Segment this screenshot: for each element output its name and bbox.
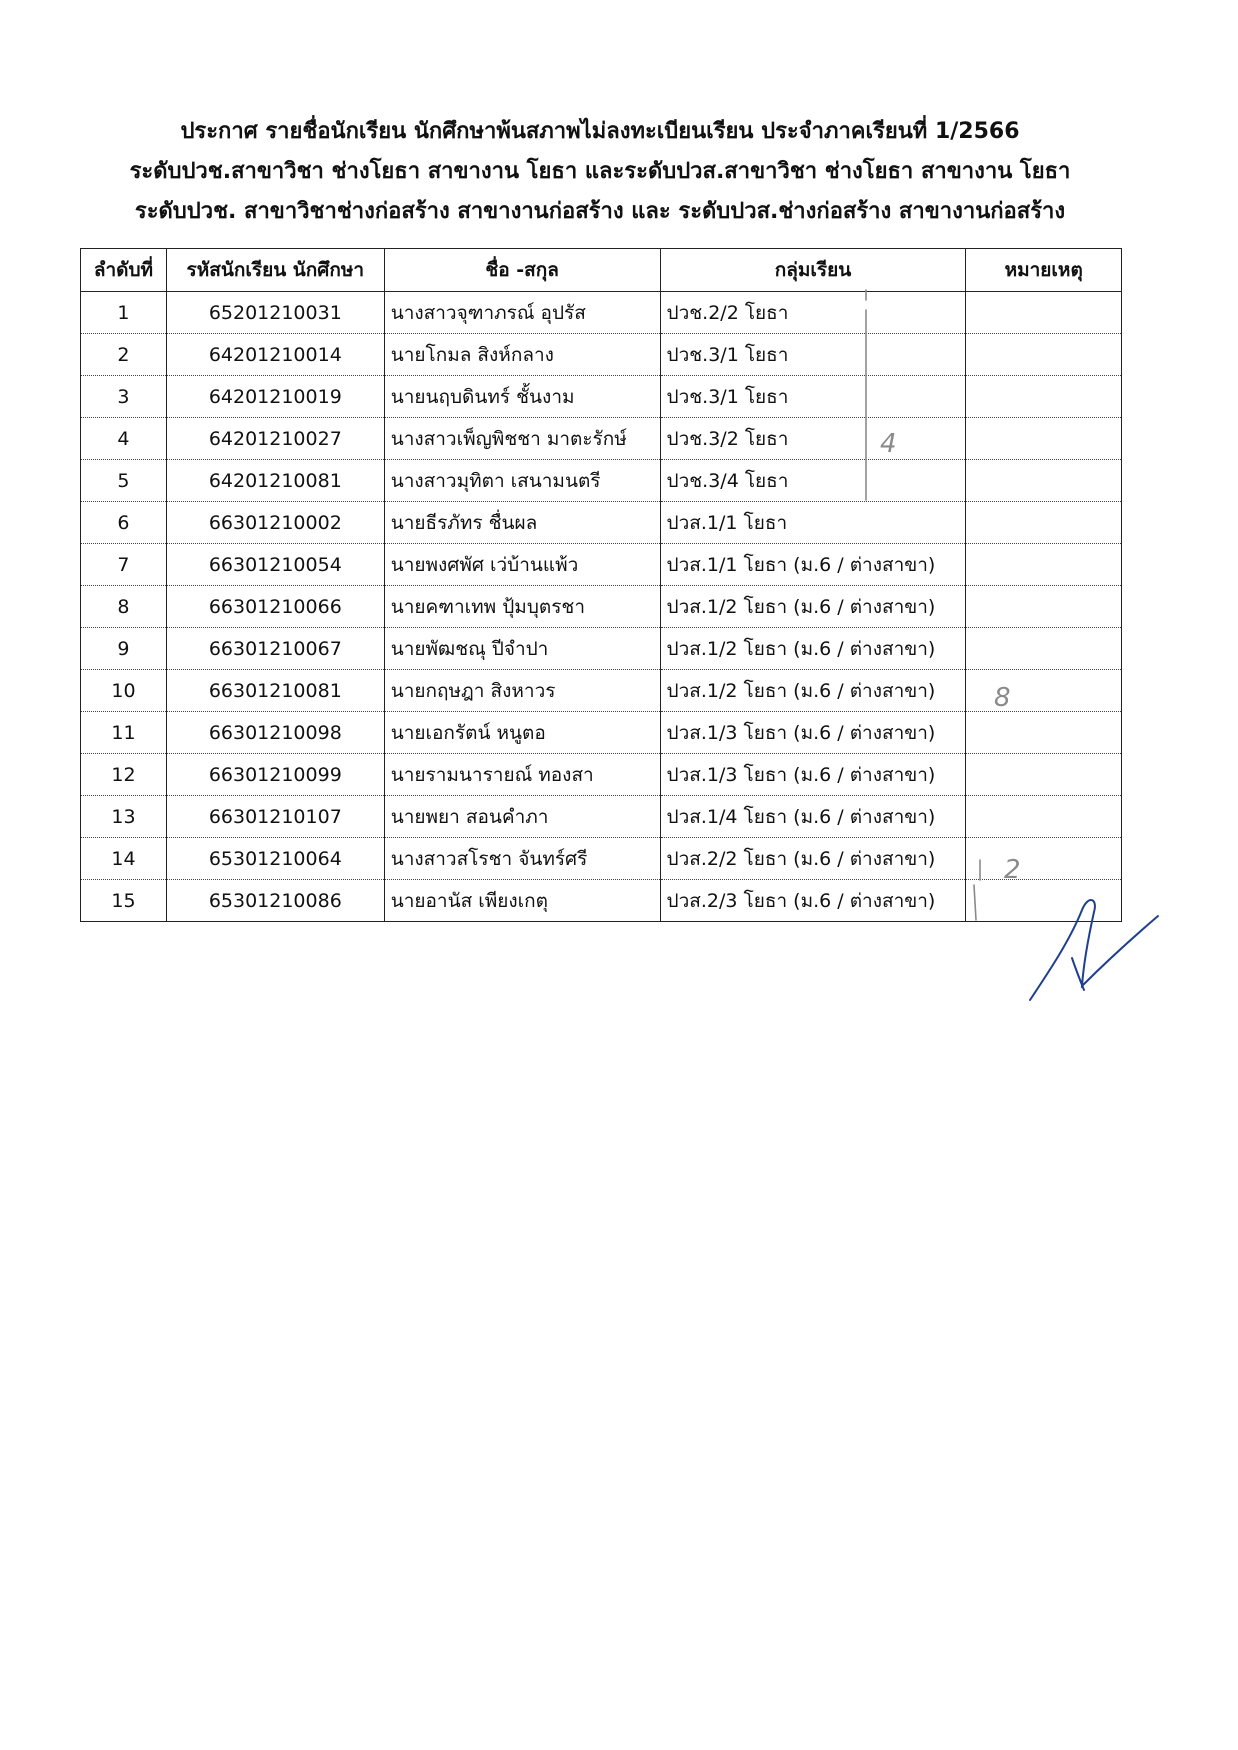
cell-name: นางสาวจุฑาภรณ์ อุปรัส [384, 292, 660, 334]
cell-name: นายนฤบดินทร์ ชั้นงาม [384, 376, 660, 418]
table-row [81, 292, 1122, 334]
cell-note [966, 376, 1122, 418]
cell-id: 66301210054 [166, 544, 384, 586]
cell-note [966, 418, 1122, 460]
cell-note [966, 838, 1122, 880]
cell-group: ปวส.1/2 โยธา (ม.6 / ต่างสาขา) [660, 628, 966, 670]
header-line-3: ระดับปวช. สาขาวิชาช่างก่อสร้าง สาขางานก่อสร้าง และ ระดับปวส.ช่างก่อสร้าง สาขางานก่อสร้าง [134, 199, 1066, 224]
cell-note [966, 544, 1122, 586]
cell-name: นายคฑาเทพ ปุ้มบุตรชา [384, 586, 660, 628]
cell-group: ปวช.3/1 โยธา [660, 334, 966, 376]
cell-id: 66301210002 [166, 502, 384, 544]
cell-name: นายพงศพัศ เว่บ้านแพ้ว [384, 544, 660, 586]
cell-name: นางสาวสโรชา จันทร์ศรี [384, 838, 660, 880]
cell-no: 10 [81, 670, 167, 712]
cell-group: ปวส.1/1 โยธา [660, 502, 966, 544]
cell-id: 66301210098 [166, 712, 384, 754]
cell-name: นายพยา สอนคำภา [384, 796, 660, 838]
cell-name: นายรามนารายณ์ ทองสา [384, 754, 660, 796]
table-row [81, 838, 1122, 880]
cell-note [966, 796, 1122, 838]
cell-no: 3 [81, 376, 167, 418]
cell-id: 66301210107 [166, 796, 384, 838]
cell-no: 15 [81, 880, 167, 922]
table-row [81, 544, 1122, 586]
cell-id: 66301210081 [166, 670, 384, 712]
cell-no: 14 [81, 838, 167, 880]
cell-id: 64201210081 [166, 460, 384, 502]
cell-group: ปวส.1/2 โยธา (ม.6 / ต่างสาขา) [660, 670, 966, 712]
col-header-note: หมายเหตุ [966, 249, 1122, 292]
table-row [81, 460, 1122, 502]
table-row [81, 880, 1122, 922]
cell-no: 11 [81, 712, 167, 754]
cell-note [966, 628, 1122, 670]
cell-id: 66301210066 [166, 586, 384, 628]
col-header-no: ลำดับที่ [81, 249, 167, 292]
table-row [81, 502, 1122, 544]
cell-name: นางสาวเพ็ญพิชชา มาตะรักษ์ [384, 418, 660, 460]
cell-id: 66301210099 [166, 754, 384, 796]
col-header-id: รหัสนักเรียน นักศึกษา [166, 249, 384, 292]
table-row [81, 670, 1122, 712]
cell-no: 13 [81, 796, 167, 838]
cell-id: 64201210014 [166, 334, 384, 376]
cell-no: 6 [81, 502, 167, 544]
table-row [81, 628, 1122, 670]
header-line-1: ประกาศ รายชื่อนักเรียน นักศึกษาพ้นสภาพไม่ลงทะเบียนเรียน ประจำภาคเรียนที่ 1/2566 [180, 119, 1020, 144]
cell-group: ปวส.1/3 โยธา (ม.6 / ต่างสาขา) [660, 754, 966, 796]
cell-note [966, 880, 1122, 922]
cell-group: ปวช.3/4 โยธา [660, 460, 966, 502]
table-header-row [81, 249, 1122, 292]
cell-id: 65301210064 [166, 838, 384, 880]
document-header [70, 112, 1130, 232]
cell-note [966, 460, 1122, 502]
cell-note [966, 334, 1122, 376]
cell-group: ปวส.1/2 โยธา (ม.6 / ต่างสาขา) [660, 586, 966, 628]
cell-name: นายอานัส เพียงเกตุ [384, 880, 660, 922]
cell-no: 7 [81, 544, 167, 586]
table-row [81, 418, 1122, 460]
cell-id: 66301210067 [166, 628, 384, 670]
cell-id: 64201210027 [166, 418, 384, 460]
student-table [80, 248, 1122, 922]
cell-no: 12 [81, 754, 167, 796]
cell-group: ปวส.1/1 โยธา (ม.6 / ต่างสาขา) [660, 544, 966, 586]
cell-group: ปวช.3/2 โยธา [660, 418, 966, 460]
cell-group: ปวส.1/3 โยธา (ม.6 / ต่างสาขา) [660, 712, 966, 754]
table-row [81, 586, 1122, 628]
cell-name: นายกฤษฎา สิงหาวร [384, 670, 660, 712]
cell-no: 9 [81, 628, 167, 670]
cell-note [966, 586, 1122, 628]
cell-id: 65301210086 [166, 880, 384, 922]
cell-no: 5 [81, 460, 167, 502]
cell-name: นางสาวมุทิตา เสนามนตรี [384, 460, 660, 502]
table-row [81, 796, 1122, 838]
cell-id: 64201210019 [166, 376, 384, 418]
cell-no: 2 [81, 334, 167, 376]
table-row [81, 712, 1122, 754]
table-row [81, 376, 1122, 418]
cell-note [966, 754, 1122, 796]
cell-name: นายธีรภัทร ชื่นผล [384, 502, 660, 544]
cell-note [966, 502, 1122, 544]
cell-no: 1 [81, 292, 167, 334]
handwritten-count-8: 8 [994, 683, 1011, 713]
cell-no: 8 [81, 586, 167, 628]
cell-group: ปวช.2/2 โยธา [660, 292, 966, 334]
col-header-group: กลุ่มเรียน [660, 249, 966, 292]
cell-note [966, 712, 1122, 754]
cell-no: 4 [81, 418, 167, 460]
cell-name: นายพัฒชณุ ปีจำปา [384, 628, 660, 670]
cell-group: ปวส.2/3 โยธา (ม.6 / ต่างสาขา) [660, 880, 966, 922]
cell-name: นายเอกรัตน์ หนูตอ [384, 712, 660, 754]
table-row [81, 334, 1122, 376]
cell-name: นายโกมล สิงห์กลาง [384, 334, 660, 376]
handwritten-count-2: 2 [1004, 855, 1021, 885]
handwritten-count-4: 4 [880, 429, 897, 459]
cell-group: ปวส.1/4 โยธา (ม.6 / ต่างสาขา) [660, 796, 966, 838]
table-row [81, 754, 1122, 796]
cell-group: ปวช.3/1 โยธา [660, 376, 966, 418]
cell-id: 65201210031 [166, 292, 384, 334]
cell-note [966, 670, 1122, 712]
cell-group: ปวส.2/2 โยธา (ม.6 / ต่างสาขา) [660, 838, 966, 880]
cell-note [966, 292, 1122, 334]
col-header-name: ชื่อ -สกุล [384, 249, 660, 292]
table-body [81, 292, 1122, 922]
header-line-2: ระดับปวช.สาขาวิชา ช่างโยธา สาขางาน โยธา และระดับปวส.สาขาวิชา ช่างโยธา สาขางาน โยธา [129, 159, 1071, 184]
